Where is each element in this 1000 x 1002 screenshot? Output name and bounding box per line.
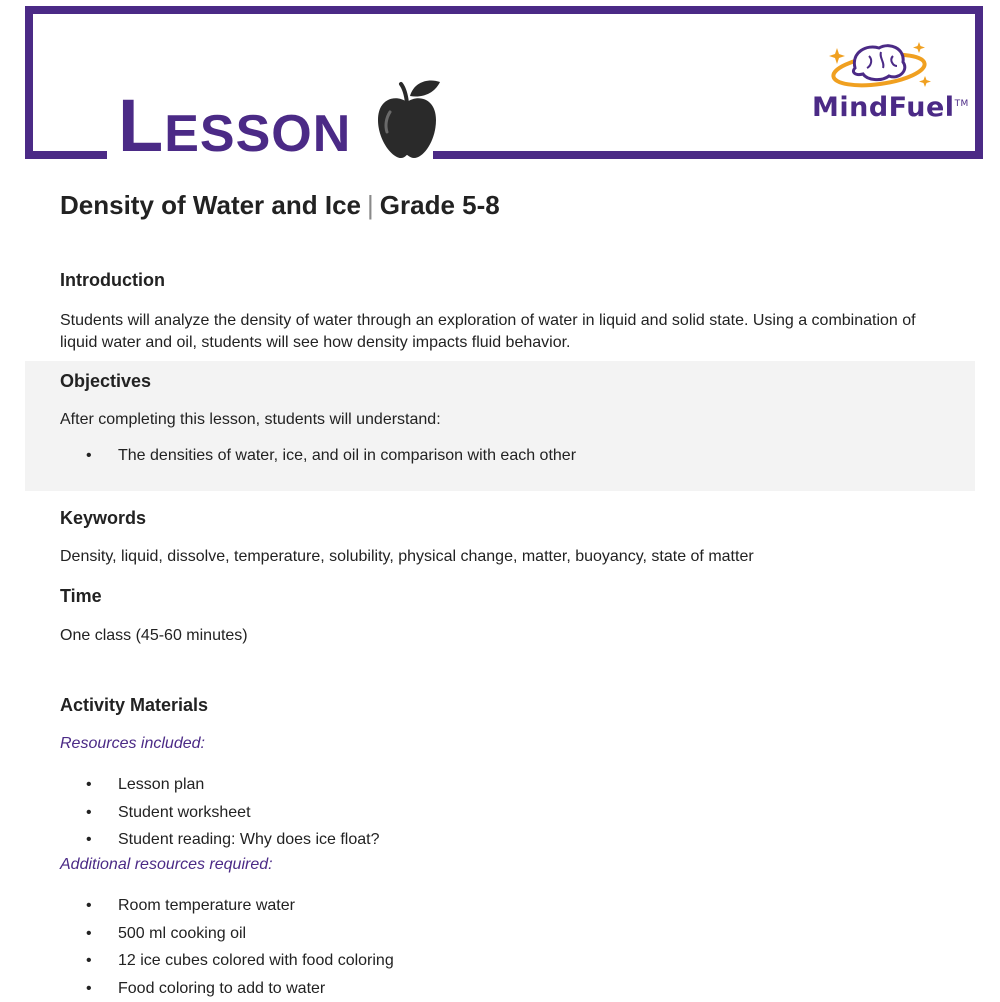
- apple-icon: [374, 76, 440, 160]
- logo-name: MindFuel: [812, 92, 955, 123]
- list-item: [86, 892, 394, 920]
- logo-trademark: TM: [955, 99, 969, 109]
- introduction-text: Students will analyze the density of water through an exploration of water in liquid and solid state. Using a combination of liquid water and oil, students will see how density impacts fluid behavior.: [60, 310, 940, 354]
- bullet: •: [86, 799, 92, 827]
- list-item: [86, 947, 394, 975]
- list-item: [86, 447, 576, 465]
- page-title: [60, 190, 500, 221]
- resource-text: 500 ml cooking oil: [118, 925, 246, 942]
- resource-text: Lesson plan: [118, 776, 204, 793]
- keywords-text: Density, liquid, dissolve, temperature, solubility, physical change, matter, buoyancy, state of matter: [60, 546, 940, 568]
- header-frame-bottom-left: [25, 151, 107, 159]
- bullet: •: [86, 920, 92, 948]
- objective-text: The densities of water, ice, and oil in comparison with each other: [118, 447, 576, 464]
- bullet: •: [86, 447, 92, 465]
- list-item: [86, 975, 394, 1002]
- bullet: •: [86, 975, 92, 1002]
- list-item: [86, 771, 380, 799]
- resource-text: Room temperature water: [118, 897, 295, 914]
- resource-text: Student reading: Why does ice float?: [118, 831, 380, 848]
- brain-planet-logo-icon: [823, 36, 935, 96]
- materials-heading: Activity Materials: [60, 695, 208, 716]
- resource-text: Food coloring to add to water: [118, 980, 325, 997]
- title-separator: |: [367, 190, 374, 220]
- lesson-rest: ESSON: [164, 105, 351, 163]
- resource-text: Student worksheet: [118, 804, 251, 821]
- time-heading: Time: [60, 586, 102, 607]
- additional-resources-list: [86, 892, 394, 1002]
- bullet: •: [86, 771, 92, 799]
- list-item: [86, 826, 380, 854]
- resources-included-list: [86, 771, 380, 854]
- additional-resources-label: Additional resources required:: [60, 856, 273, 874]
- introduction-heading: Introduction: [60, 270, 165, 291]
- objectives-lead: After completing this lesson, students will understand:: [60, 409, 940, 431]
- mindfuel-logo-text: [812, 92, 969, 123]
- lesson-name: Density of Water and Ice: [60, 190, 361, 220]
- resource-text: 12 ice cubes colored with food coloring: [118, 952, 394, 969]
- bullet: •: [86, 947, 92, 975]
- time-text: One class (45-60 minutes): [60, 625, 940, 647]
- keywords-heading: Keywords: [60, 508, 146, 529]
- header-frame-bottom-right: [433, 151, 975, 159]
- objectives-heading: Objectives: [60, 371, 151, 392]
- lesson-banner-title: [118, 86, 351, 166]
- bullet: •: [86, 892, 92, 920]
- grade-level: Grade 5-8: [380, 190, 500, 220]
- bullet: •: [86, 826, 92, 854]
- list-item: [86, 799, 380, 827]
- list-item: [86, 920, 394, 948]
- resources-included-label: Resources included:: [60, 735, 205, 753]
- lesson-initial: L: [118, 84, 164, 167]
- objectives-list: [86, 447, 576, 465]
